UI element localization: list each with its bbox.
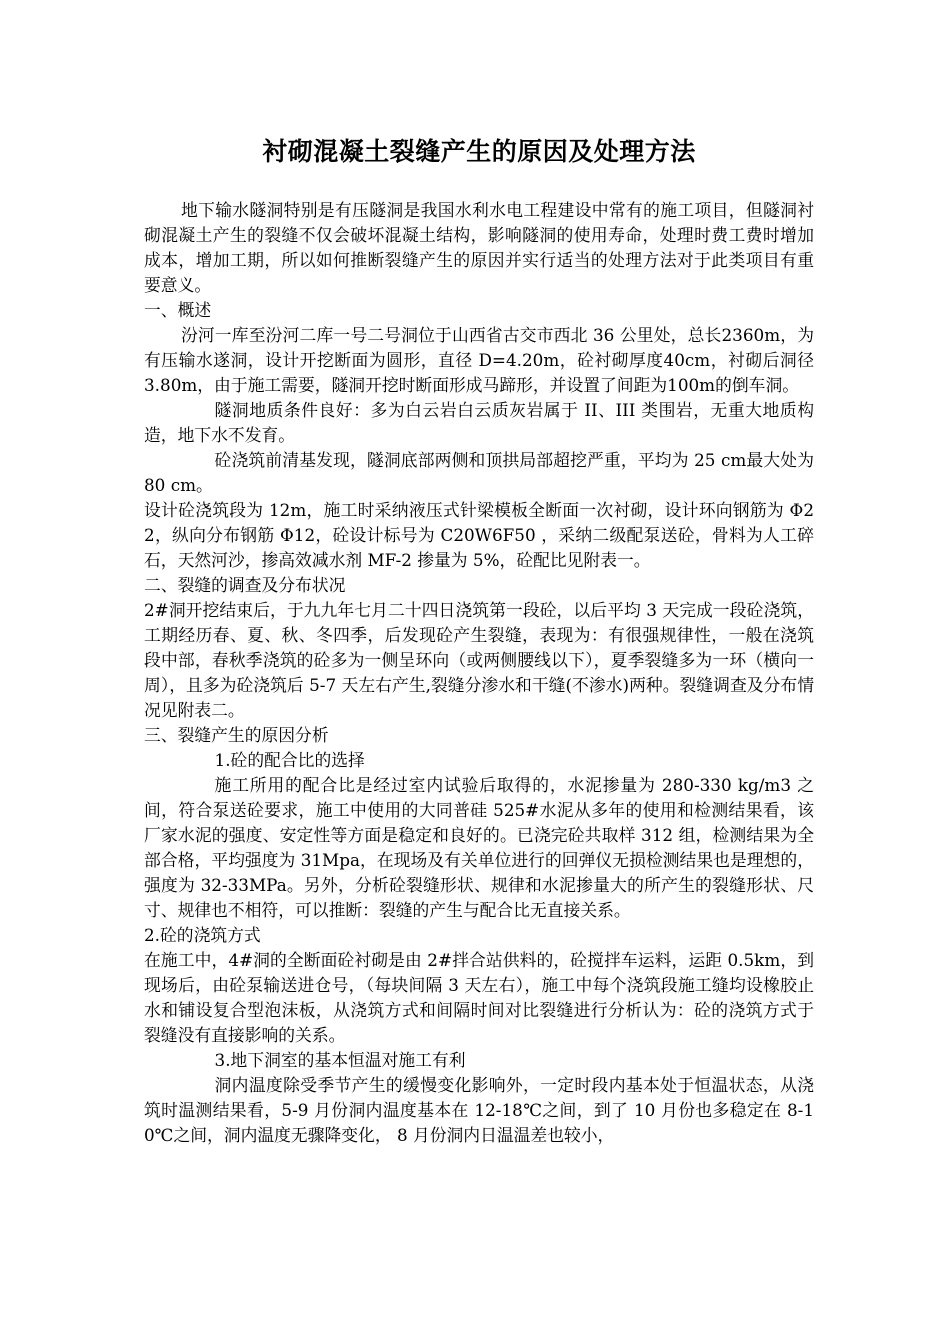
paragraph: 洞内温度除受季节产生的缓慢变化影响外，一定时段内基本处于恒温状态，从浇筑时温测结果看，5-9 月份洞内温度基本在 12-18℃之间，到了 10 月份也多稳定在 8-10℃之间，洞内温度无骤降变化， 8 月份洞内日温温差也较小， [144,1075,814,1145]
paragraph: 二、裂缝的调查及分布状况 [144,575,346,595]
paragraph: 地下输水隧洞特别是有压隧洞是我国水利水电工程建设中常有的施工项目，但隧洞衬砌混凝土产生的裂缝不仅会破坏混凝土结构，影响隧洞的使用寿命，处理时费工费时增加成本，增加工期，所以如何推断裂缝产生的原因并实行适当的处理方法对于此类项目有重要意义。 [144,200,814,295]
paragraph: 汾河一库至汾河二库一号二号洞位于山西省古交市西北 36 公里处，总长2360m，为有压输水遂洞，设计开挖断面为圆形，直径 D=4.20m，砼衬砌厚度40cm，衬砌后洞径 3.80m，由于施工需要，隧洞开挖时断面形成马蹄形，并设置了间距为100m的倒车洞。 [144,325,814,395]
document-body [144,198,814,1148]
paragraph: 砼浇筑前清基发现，隧洞底部两侧和顶拱局部超挖严重，平均为 25 cm最大处为 80 cm。 [144,450,814,495]
document-title: 衬砌混凝土裂缝产生的原因及处理方法 [262,137,696,166]
paragraph: 在施工中，4#洞的全断面砼衬砌是由 2#拌合站供料的，砼搅拌车运料，运距 0.5km，到现场后，由砼泵输送进仓号，（每块间隔 3 天左右），施工中每个浇筑段施工缝均设橡胶止水和铺设复合型泡沫板，从浇筑方式和间隔时间对比裂缝进行分析认为：砼的浇筑方式于裂缝没有直接影响的关系。 [144,950,814,1045]
paragraph: 三、裂缝产生的原因分析 [144,725,329,745]
paragraph: 3.地下洞室的基本恒温对施工有利 [214,1050,466,1070]
paragraph: 施工所用的配合比是经过室内试验后取得的，水泥掺量为 280-330 kg/m3 之间，符合泵送砼要求，施工中使用的大同普硅 525#水泥从多年的使用和检测结果看，该厂家水泥的强度、安定性等方面是稳定和良好的。已浇完砼共取样 312 组，检测结果为全部合格，平均强度为 31Mpa，在现场及有关单位进行的回弹仪无损检测结果也是理想的，强度为 32-33MPa。另外，分析砼裂缝形状、规律和水泥掺量大的所产生的裂缝形状、尺寸、规律也不相符，可以推断：裂缝的产生与配合比无直接关系。 [144,775,814,920]
paragraph: 隧洞地质条件良好：多为白云岩白云质灰岩属于 II、III 类围岩，无重大地质构造，地下水不发育。 [144,400,814,445]
paragraph: 2.砼的浇筑方式 [144,925,261,945]
paragraph: 设计砼浇筑段为 12m，施工时采纳液压式针梁模板全断面一次衬砌，设计环向钢筋为 Φ22，纵向分布钢筋 Φ12，砼设计标号为 C20W6F50 ，采纳二级配泵送砼，骨料为人工碎石，天然河沙，掺高效减水剂 MF-2 掺量为 5%，砼配比见附表一。 [144,500,814,570]
paragraph: 2#洞开挖结束后，于九九年七月二十四日浇筑第一段砼，以后平均 3 天完成一段砼浇筑，工期经历春、夏、秋、冬四季，后发现砼产生裂缝，表现为：有很强规律性，一般在浇筑段中部，春秋季浇筑的砼多为一侧呈环向（或两侧腰线以下），夏季裂缝多为一环（横向一周），且多为砼浇筑后 5-7 天左右产生,裂缝分渗水和干缝(不渗水)两种。裂缝调查及分布情况见附表二。 [144,600,814,720]
paragraph: 1.砼的配合比的选择 [214,750,365,770]
paragraph: 一、概述 [144,300,212,320]
